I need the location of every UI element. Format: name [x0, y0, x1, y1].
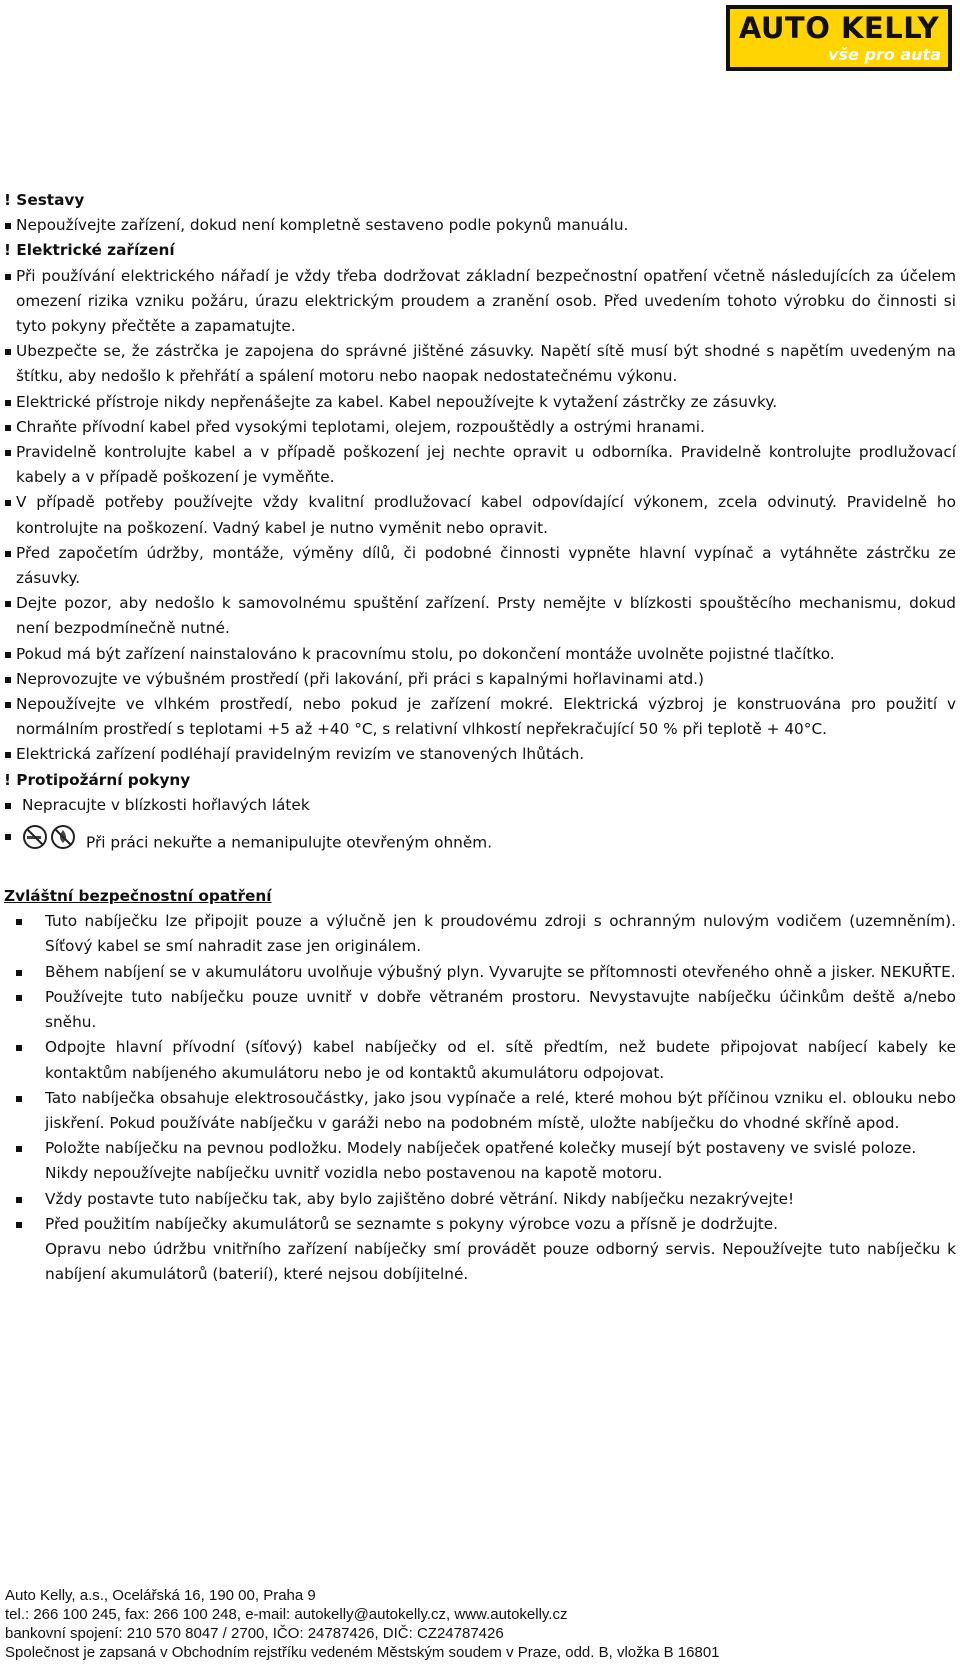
- logo-wordmark: AUTO KELLY: [738, 11, 940, 45]
- document-body: [4, 188, 956, 1287]
- list-item: Nepoužívejte zařízení, dokud není kompletně sestaveno podle pokynů manuálu.: [4, 213, 956, 238]
- logo-tagline: vše pro auta: [828, 45, 941, 64]
- list-item: Neprovozujte ve výbušném prostředí (při lakování, při práci s kapalnými hořlavinami atd.): [4, 667, 956, 692]
- list-item: Při používání elektrického nářadí je vždy třeba dodržovat základní bezpečnostní opatření včetně následujících za účelem omezení rizika vzniku požáru, úrazu elektrickým proudem a zranění osob. Před uvedením tohoto výrobku do činnosti si tyto pokyny přečtěte a zapamatujte.: [4, 264, 956, 340]
- list-item: Vždy postavte tuto nabíječku tak, aby bylo zajištěno dobré větrání. Nikdy nabíječku nezakrývejte!: [4, 1187, 956, 1212]
- list-item: Položte nabíječku na pevnou podložku. Modely nabíječek opatřené kolečky musejí být postaveny ve svislé poloze.: [4, 1136, 956, 1161]
- auto-kelly-logo: [726, 5, 952, 71]
- fire-item-text: Při práci nekuřte a nemanipulujte otevřeným ohněm.: [86, 833, 493, 852]
- heading-elektricke-zarizeni: ! Elektrické zařízení: [4, 241, 175, 260]
- list-item: Tuto nabíječku lze připojit pouze a výlučně jen k proudovému zdroji s ochranným nulovým vodičem (uzemněním). Síťový kabel se smí nahradit zase jen originálem.: [4, 909, 956, 959]
- list-item: Elektrická zařízení podléhají pravidelným revizím ve stanovených lhůtách.: [4, 742, 956, 767]
- fire-safety-icons: [22, 824, 78, 862]
- list-item: Pravidelně kontrolujte kabel a v případě poškození jej nechte opravit u odborníka. Pravidelně kontrolujte prodlužovací kabely a v případě poškození je vyměňte.: [4, 440, 956, 490]
- list-item: Nepoužívejte ve vlhkém prostředí, nebo pokud je zařízení mokré. Elektrická výzbroj je konstruována pro použití v normálním prostředí s teplotami +5 až +40 °C, s relativní vlhkostí nepřekračující 50 % při teplotě + 40°C.: [4, 692, 956, 742]
- no-smoking-icon: [24, 826, 46, 848]
- list-item: [4, 824, 956, 862]
- no-open-flame-icon: [52, 826, 74, 848]
- list-item-continuation: Nikdy nepoužívejte nabíječku uvnitř vozidla nebo postavenou na kapotě motoru.: [45, 1164, 663, 1183]
- list-item-continuation: Opravu nebo údržbu vnitřního zařízení nabíječky smí provádět pouze odborný servis. Nepoužívejte tuto nabíječku k nabíjení akumulátorů (baterií), které nejsou dobíjitelné.: [45, 1239, 956, 1284]
- list-item: Chraňte přívodní kabel před vysokými teplotami, olejem, rozpouštědly a ostrými hranami.: [4, 415, 956, 440]
- list-item: Ubezpečte se, že zástrčka je zapojena do správné jištěné zásuvky. Napětí sítě musí být shodné s napětím uvedeným na štítku, aby nedošlo k přehřátí a spálení motoru nebo naopak nedostatečnému výkonu.: [4, 339, 956, 389]
- list-item: Pokud má být zařízení nainstalováno k pracovnímu stolu, po dokončení montáže uvolněte pojistné tlačítko.: [4, 642, 956, 667]
- list-item: V případě potřeby používejte vždy kvalitní prodlužovací kabel odpovídající výkonem, zcela odvinutý. Pravidelně ho kontrolujte na poškození. Vadný kabel je nutno vyměnit nebo opravit.: [4, 490, 956, 540]
- company-footer: [5, 1586, 720, 1662]
- heading-sestavy: ! Sestavy: [4, 191, 85, 209]
- footer-bank: bankovní spojení: 210 570 8047 / 2700, IČO: 24787426, DIČ: CZ24787426: [5, 1625, 504, 1642]
- list-item: Během nabíjení se v akumulátoru uvolňuje výbušný plyn. Vyvarujte se přítomnosti otevřeného ohně a jisker. NEKUŘTE.: [4, 960, 956, 985]
- list-item: Odpojte hlavní přívodní (síťový) kabel nabíječky od el. sítě předtím, než budete připojovat nabíjecí kabely ke kontaktům nabíjeného akumulátoru nebo je od kontaktů akumulátoru odpojovat.: [4, 1035, 956, 1085]
- list-item: Tato nabíječka obsahuje elektrosoučástky, jako jsou vypínače a relé, které mohou být příčinou vzniku el. oblouku nebo jiskření. Pokud používáte nabíječku v garáži nebo na podobném místě, uložte nabíječku do vhodné skříně apod.: [4, 1086, 956, 1136]
- list-item: Před použitím nabíječky akumulátorů se seznamte s pokyny výrobce vozu a přísně je dodržujte.: [4, 1212, 956, 1237]
- list-item: Nepracujte v blízkosti hořlavých látek: [4, 793, 956, 818]
- list-item: Používejte tuto nabíječku pouze uvnitř v dobře větraném prostoru. Nevystavujte nabíječku účinkům deště a/nebo sněhu.: [4, 985, 956, 1035]
- footer-registration: Společnost je zapsaná v Obchodním rejstříku vedeném Městským soudem v Praze, odd. B, vložka B 16801: [5, 1644, 720, 1661]
- list-item: Před započetím údržby, montáže, výměny dílů, či podobné činnosti vypněte hlavní vypínač a vytáhněte zástrčku ze zásuvky.: [4, 541, 956, 591]
- list-item: Dejte pozor, aby nedošlo k samovolnému spuštění zařízení. Prsty nemějte v blízkosti spouštěcího mechanismu, dokud není bezpodmínečně nutné.: [4, 591, 956, 641]
- footer-contact: tel.: 266 100 245, fax: 266 100 248, e-mail: autokelly@autokelly.cz, www.autokelly.cz: [5, 1606, 568, 1623]
- footer-address: Auto Kelly, a.s., Ocelářská 16, 190 00, Praha 9: [5, 1587, 316, 1604]
- heading-protipozarni-pokyny: ! Protipožární pokyny: [4, 770, 191, 789]
- heading-zvlastni-opatreni: Zvláštní bezpečnostní opatření: [4, 887, 272, 906]
- list-item: Elektrické přístroje nikdy nepřenášejte za kabel. Kabel nepoužívejte k vytažení zástrčky ze zásuvky.: [4, 390, 956, 415]
